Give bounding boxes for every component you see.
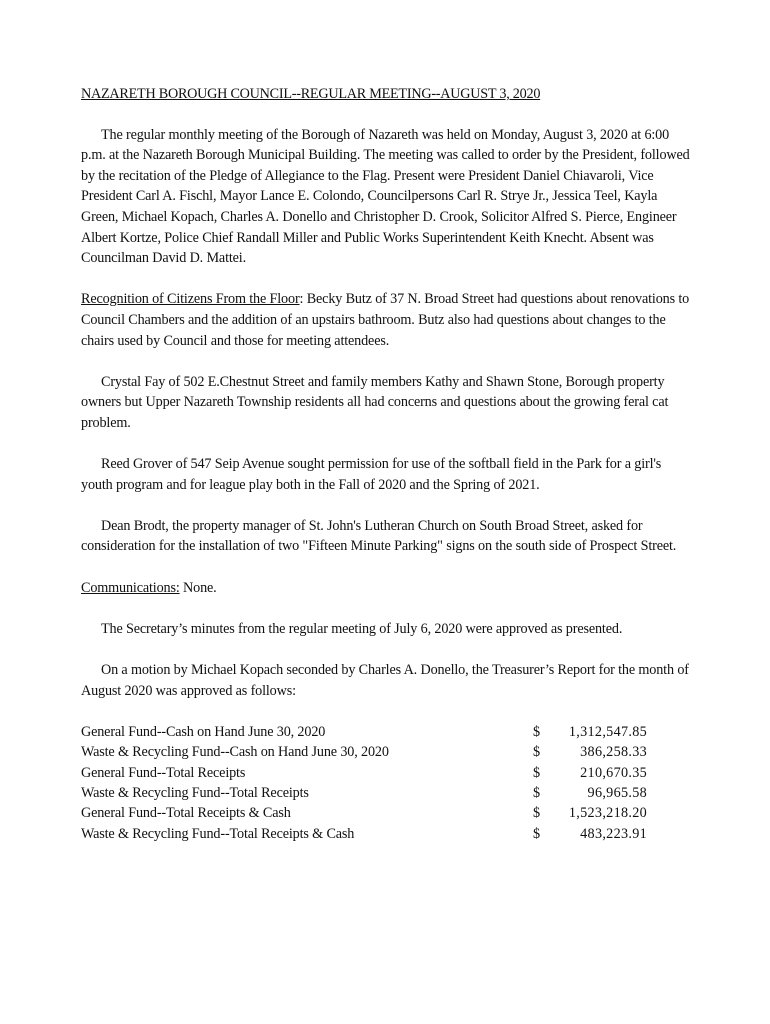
ledger-currency: $ bbox=[533, 764, 540, 781]
recognition-paragraph bbox=[81, 289, 693, 351]
recognition-heading: Recognition of Citizens From the Floor bbox=[81, 291, 300, 308]
opening-paragraph: The regular monthly meeting of the Borough of Nazareth was held on Monday, August 3, 2020 at 6:00 p.m. at the Nazareth Borough Municipal Building. The meeting was called to order by the President, followed by the recitation of the Pledge of Allegiance to the Flag. Present were President Daniel Chiavaroli, Vice President Carl A. Fischl, Mayor Lance E. Colondo, Councilpersons Carl R. Strye Jr., Jessica Teel, Kayla Green, Michael Kopach, Charles A. Donello and Christopher D. Crook, Solicitor Alfred S. Pierce, Engineer Albert Kortze, Police Chief Randall Miller and Public Works Superintendent Keith Knecht. Absent was Councilman David D. Mattei. bbox=[81, 126, 690, 267]
ledger-amount: 96,965.58 bbox=[587, 784, 647, 801]
ledger-label: Waste & Recycling Fund--Total Receipts & Cash bbox=[81, 825, 355, 842]
ledger-amount: 1,312,547.85 bbox=[568, 723, 647, 740]
ledger-amount: 210,670.35 bbox=[580, 764, 647, 781]
ledger-label: General Fund--Cash on Hand June 30, 2020 bbox=[81, 723, 326, 740]
communications-text: None. bbox=[179, 579, 217, 596]
ledger-row bbox=[81, 742, 647, 762]
treasurer-ledger bbox=[81, 722, 647, 844]
crystal-fay-paragraph: Crystal Fay of 502 E.Chestnut Street and family members Kathy and Shawn Stone, Borough property owners but Upper Nazareth Township residents all had concerns and questions about the growing feral cat problem. bbox=[81, 373, 669, 431]
document-title: NAZARETH BOROUGH COUNCIL--REGULAR MEETING--AUGUST 3, 2020 bbox=[81, 86, 541, 102]
ledger-amount: 386,258.33 bbox=[580, 744, 647, 761]
ledger-row bbox=[81, 803, 647, 823]
secretary-minutes-paragraph: The Secretary’s minutes from the regular meeting of July 6, 2020 were approved as presented. bbox=[101, 620, 623, 637]
recognition-text: : Becky Butz of 37 N. Broad Street had questions about renovations to Council Chambers and the addition of an upstairs bathroom. Butz also had questions about changes to the chairs used by Council and those for meeting attendees. bbox=[81, 291, 690, 349]
ledger-row bbox=[81, 722, 647, 742]
ledger-amount: 483,223.91 bbox=[580, 825, 647, 842]
ledger-row bbox=[81, 824, 647, 844]
minutes-document bbox=[81, 84, 693, 844]
ledger-currency: $ bbox=[533, 784, 540, 801]
ledger-label: Waste & Recycling Fund--Total Receipts bbox=[81, 784, 309, 801]
reed-grover-paragraph: Reed Grover of 547 Seip Avenue sought permission for use of the softball field in the Park for a girl's youth program and for league play both in the Fall of 2020 and the Spring of 2021. bbox=[81, 456, 662, 493]
treasurer-report-paragraph: On a motion by Michael Kopach seconded by Charles A. Donello, the Treasurer’s Report for the month of August 2020 was approved as follows: bbox=[81, 662, 689, 699]
communications-heading: Communications: bbox=[81, 579, 180, 596]
ledger-label: General Fund--Total Receipts bbox=[81, 764, 246, 781]
ledger-currency: $ bbox=[533, 805, 540, 822]
ledger-currency: $ bbox=[533, 744, 540, 761]
ledger-row bbox=[81, 783, 647, 803]
ledger-currency: $ bbox=[533, 723, 540, 740]
communications-paragraph bbox=[81, 578, 693, 599]
ledger-row bbox=[81, 763, 647, 783]
ledger-currency: $ bbox=[533, 825, 540, 842]
ledger-label: Waste & Recycling Fund--Cash on Hand June 30, 2020 bbox=[81, 744, 389, 761]
dean-brodt-paragraph: Dean Brodt, the property manager of St. John's Lutheran Church on South Broad Street, asked for consideration for the installation of two "Fifteen Minute Parking" signs on the south side of Prospect Street. bbox=[81, 517, 677, 555]
ledger-amount: 1,523,218.20 bbox=[568, 805, 647, 822]
ledger-label: General Fund--Total Receipts & Cash bbox=[81, 805, 291, 822]
